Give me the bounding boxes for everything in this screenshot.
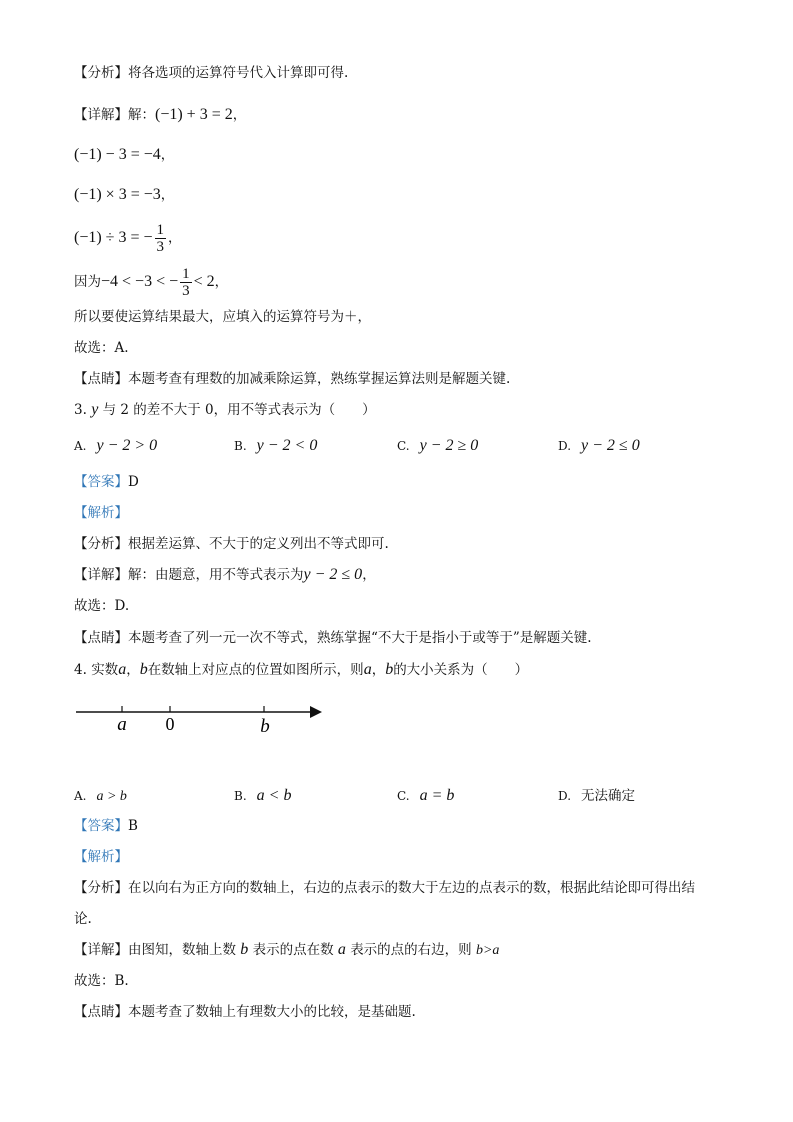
q4-analysis-line1: 【分析】在以向右为正方向的数轴上，右边的点表示的数大于左边的点表示的数，根据此结论即可得出结 xyxy=(74,880,695,896)
option-expr: 无法确定 xyxy=(581,788,636,804)
q4-detail-b: b xyxy=(240,941,249,958)
q2-eq1-comma: ， xyxy=(232,107,247,123)
q2-eq3-line xyxy=(74,185,174,205)
fraction-denominator: 3 xyxy=(182,283,190,299)
q2-because-line xyxy=(74,262,228,302)
q4-number: 4. xyxy=(74,662,87,678)
q3-option-a xyxy=(74,436,157,456)
q4-sep2: ， xyxy=(371,662,386,678)
number-line-arrow xyxy=(310,706,322,718)
option-expr: y − 2 < 0 xyxy=(256,437,318,454)
q3-answer xyxy=(74,472,139,492)
option-expr: a > b xyxy=(96,789,127,804)
q3-text: 与 2 的差不大于 0，用不等式表示为（ ） xyxy=(102,402,376,418)
q4-var-a2: a xyxy=(363,661,372,678)
q4-detail-expr: b>a xyxy=(475,943,500,958)
q3-option-d xyxy=(558,436,640,456)
q2-eq3-comma: ， xyxy=(160,187,175,203)
q2-eq4-line xyxy=(74,218,182,258)
option-label: C. xyxy=(397,439,410,453)
q4-var-b: b xyxy=(139,661,148,678)
q4-sep: ， xyxy=(126,662,140,678)
q3-answer-value: D xyxy=(128,474,139,490)
q3-detail-text: 【详解】解：由题意，用不等式表示为 xyxy=(74,567,304,583)
q4-var-a: a xyxy=(118,661,127,678)
q2-eq4-left: (−1) ÷ 3 = − xyxy=(74,229,153,246)
q3-choice: 故选：D. xyxy=(74,598,130,614)
q2-detail-line xyxy=(74,105,246,125)
q3-answer-tag: 【答案】 xyxy=(74,474,128,490)
q3-detail-expr: y − 2 ≤ 0 xyxy=(303,566,363,583)
q2-eq2: (−1) − 3 = −4 xyxy=(74,146,161,163)
q4-detail-a: a xyxy=(337,941,346,958)
q4-detail xyxy=(74,940,499,961)
option-label: C. xyxy=(397,789,410,803)
q2-because-prefix: 因为 xyxy=(74,274,101,290)
q4-part2: 在数轴上对应点的位置如图所示，则 xyxy=(147,662,364,678)
q3-option-c xyxy=(397,436,478,456)
q3-number: 3. xyxy=(74,402,87,418)
option-expr: a = b xyxy=(419,787,455,804)
q4-comment: 【点睛】本题考查了数轴上有理数大小的比较，是基础题. xyxy=(74,1004,416,1020)
q3-option-b xyxy=(234,436,317,456)
q4-option-b xyxy=(234,786,291,806)
q4-part1: 实数 xyxy=(91,662,119,678)
option-expr: a < b xyxy=(256,787,292,804)
q3-question xyxy=(74,400,376,420)
option-expr: y − 2 ≤ 0 xyxy=(581,437,640,454)
option-label: D. xyxy=(558,789,572,803)
q4-var-b2: b xyxy=(385,661,394,678)
q2-because-fraction xyxy=(180,266,192,299)
option-label: B. xyxy=(234,789,247,803)
q4-analysis-tag: 【解析】 xyxy=(74,849,128,865)
axis-label-zero: 0 xyxy=(165,714,175,734)
q3-detail-comma: ， xyxy=(362,567,376,583)
q4-detail-part1: 【详解】由图知，数轴上数 xyxy=(74,942,236,958)
q4-answer xyxy=(74,816,138,836)
q4-choice: 故选：B. xyxy=(74,973,129,989)
axis-label-a: a xyxy=(117,714,127,735)
option-label: A. xyxy=(74,789,87,803)
q2-eq1: (−1) + 3 = 2 xyxy=(155,106,233,123)
q2-conclusion: 所以要使运算结果最大，应填入的运算符号为＋， xyxy=(74,309,371,325)
q4-detail-part3: 表示的点的右边，则 xyxy=(350,942,472,958)
q2-eq4-fraction xyxy=(155,222,167,255)
q2-choice: 故选：A. xyxy=(74,340,129,356)
q2-detail-prefix: 【详解】解： xyxy=(74,107,155,123)
q2-comment: 【点睛】本题考查有理数的加减乘除运算，熟练掌握运算法则是解题关键. xyxy=(74,371,511,387)
q4-detail-part2: 表示的点在数 xyxy=(252,942,334,958)
q2-eq3: (−1) × 3 = −3 xyxy=(74,186,161,203)
q2-because-comma: ， xyxy=(214,274,229,290)
q4-option-a xyxy=(74,786,127,807)
q4-part3: 的大小关系为（ ） xyxy=(393,662,529,678)
q2-eq2-line xyxy=(74,145,174,165)
q3-comment: 【点睛】本题考查了列一元一次不等式，熟练掌握“不大于是指小于或等于”是解题关键. xyxy=(74,630,592,646)
option-label: D. xyxy=(558,439,572,453)
q2-because-left: −4 < −3 < − xyxy=(101,273,179,290)
q4-analysis-line2: 论. xyxy=(74,911,92,927)
q3-var: y xyxy=(91,401,99,418)
fraction-denominator: 3 xyxy=(156,239,165,255)
q3-analysis: 【分析】根据差运算、不大于的定义列出不等式即可. xyxy=(74,536,389,552)
q3-detail xyxy=(74,565,376,585)
q2-eq2-comma: ， xyxy=(160,147,175,163)
fraction-numerator: 1 xyxy=(156,222,165,238)
option-expr: y − 2 ≥ 0 xyxy=(419,437,479,454)
q2-eq4-comma: ， xyxy=(168,230,182,246)
q2-because-right: < 2 xyxy=(193,273,215,290)
q4-option-d xyxy=(558,786,635,806)
axis-label-b: b xyxy=(260,716,270,737)
q4-question xyxy=(74,660,528,680)
q2-analysis: 【分析】将各选项的运算符号代入计算即可得. xyxy=(74,65,349,81)
number-line-diagram xyxy=(74,698,334,746)
fraction-numerator: 1 xyxy=(182,266,190,282)
option-label: A. xyxy=(74,439,87,453)
q4-answer-tag: 【答案】 xyxy=(74,818,128,834)
q4-option-c xyxy=(397,786,454,806)
option-label: B. xyxy=(234,439,247,453)
q4-answer-value: B xyxy=(128,818,138,834)
option-expr: y − 2 > 0 xyxy=(96,437,158,454)
q3-analysis-tag: 【解析】 xyxy=(74,505,128,521)
